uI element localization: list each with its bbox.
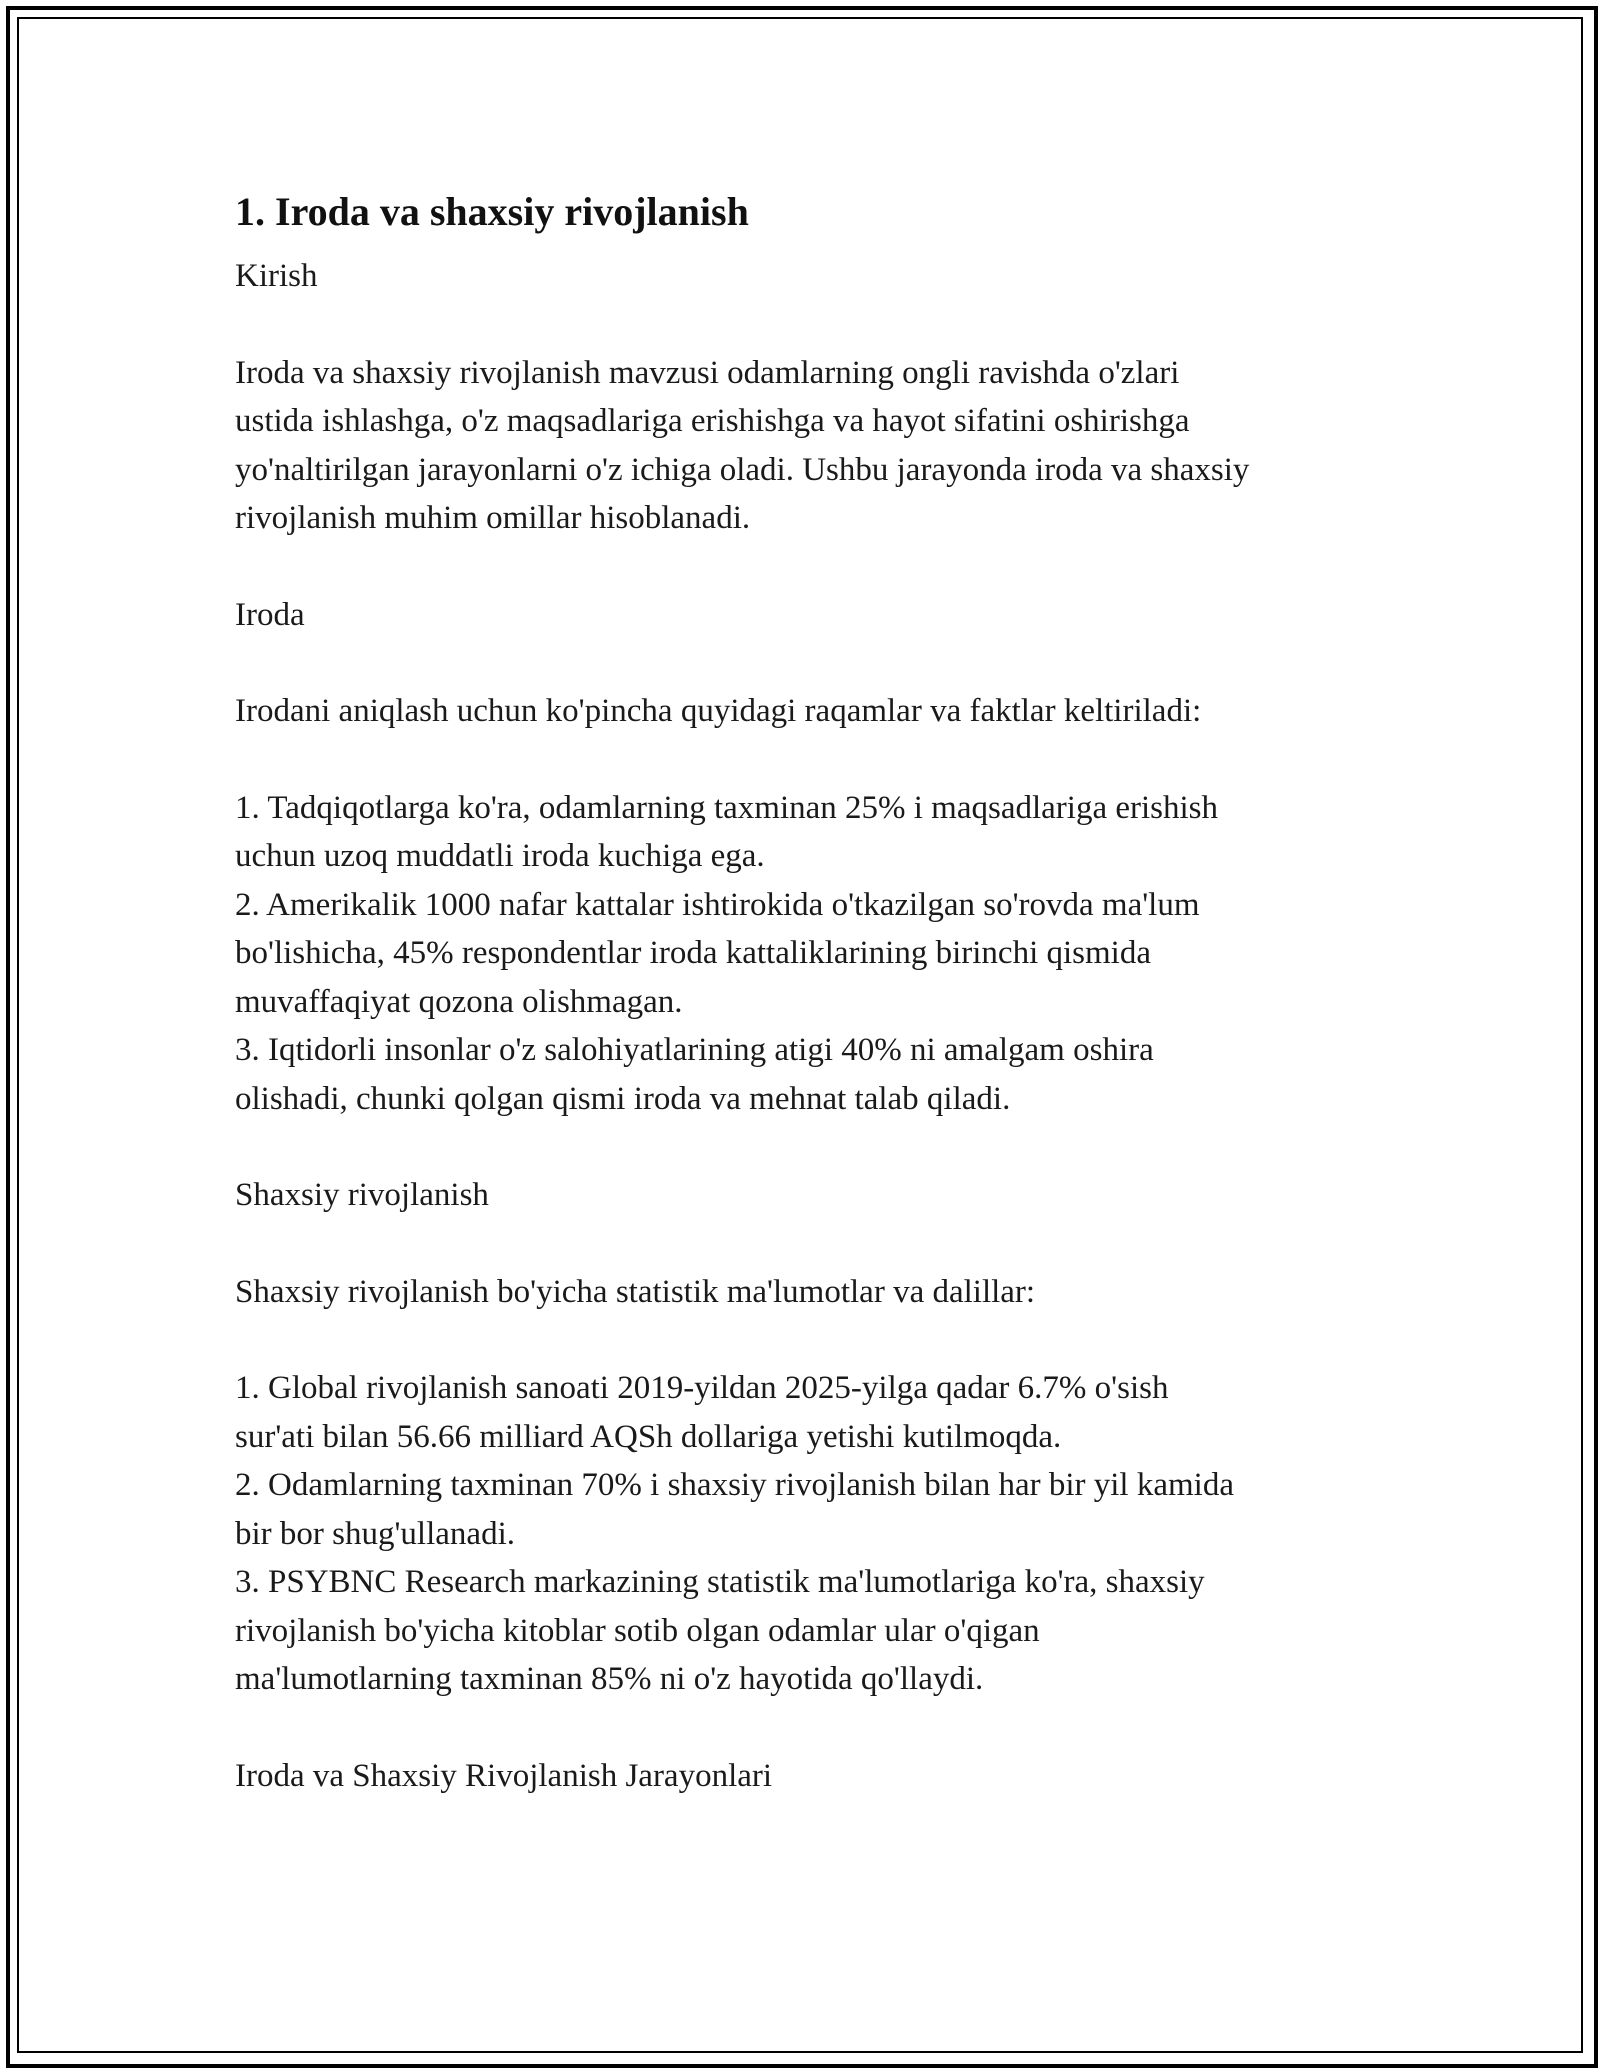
section-heading-shaxsiy: Shaxsiy rivojlanish: [235, 1177, 489, 1213]
iroda-facts-list: [235, 784, 1375, 1124]
section-heading-kirish: Kirish: [235, 258, 318, 294]
list-item-line: sur'ati bilan 56.66 milliard AQSh dollariga yetishi kutilmoqda.: [235, 1418, 1062, 1455]
list-item-line: 2. Amerikalik 1000 nafar kattalar ishtirokida o'tkazilgan so'rovda ma'lum: [235, 886, 1200, 923]
list-item-line: uchun uzoq muddatli iroda kuchiga ega.: [235, 838, 765, 874]
list-item-line: ma'lumotlarning taxminan 85% ni o'z hayotida qo'llaydi.: [235, 1661, 984, 1697]
list-item-line: olishadi, chunki qolgan qismi iroda va mehnat talab qiladi.: [235, 1080, 1011, 1117]
shaxsiy-facts-list: [235, 1364, 1375, 1704]
list-item-line: 2. Odamlarning taxminan 70% i shaxsiy rivojlanish bilan har bir yil kamida: [235, 1467, 1234, 1503]
list-item-line: 3. PSYBNC Research markazining statistik ma'lumotlariga ko'ra, shaxsiy: [235, 1564, 1205, 1600]
paragraph-line: Iroda va shaxsiy rivojlanish mavzusi odamlarning ongli ravishda o'zlari: [235, 354, 1180, 391]
list-item-line: muvaffaqiyat qozona olishmagan.: [235, 983, 683, 1020]
list-item-line: 1. Global rivojlanish sanoati 2019-yildan 2025-yilga qadar 6.7% o'sish: [235, 1370, 1169, 1406]
paragraph-line: ustida ishlashga, o'z maqsadlariga erishishga va hayot sifatini oshirishga: [235, 403, 1190, 439]
iroda-lead-paragraph: Irodani aniqlash uchun ko'pincha quyidagi raqamlar va faktlar keltiriladi:: [235, 693, 1202, 729]
paragraph-line: rivojlanish muhim omillar hisoblanadi.: [235, 500, 751, 536]
section-heading-jarayonlar: Iroda va Shaxsiy Rivojlanish Jarayonlari: [235, 1757, 773, 1794]
document-body: [235, 186, 1375, 1800]
list-item-line: 3. Iqtidorli insonlar o'z salohiyatlarining atigi 40% ni amalgam oshira: [235, 1032, 1154, 1068]
paragraph-line: yo'naltirilgan jarayonlarni o'z ichiga oladi. Ushbu jarayonda iroda va shaxsiy: [235, 451, 1250, 488]
intro-paragraph: [235, 349, 1375, 543]
section-heading-iroda: Iroda: [235, 596, 305, 633]
document-title: 1. Iroda va shaxsiy rivojlanish: [235, 189, 749, 234]
list-item-line: bo'lishicha, 45% respondentlar iroda kattaliklarining birinchi qismida: [235, 935, 1151, 971]
list-item-line: bir bor shug'ullanadi.: [235, 1515, 515, 1552]
list-item-line: 1. Tadqiqotlarga ko'ra, odamlarning taxminan 25% i maqsadlariga erishish: [235, 789, 1219, 826]
shaxsiy-lead-paragraph: Shaxsiy rivojlanish bo'yicha statistik ma'lumotlar va dalillar:: [235, 1273, 1036, 1310]
list-item-line: rivojlanish bo'yicha kitoblar sotib olgan odamlar ular o'qigan: [235, 1612, 1040, 1649]
